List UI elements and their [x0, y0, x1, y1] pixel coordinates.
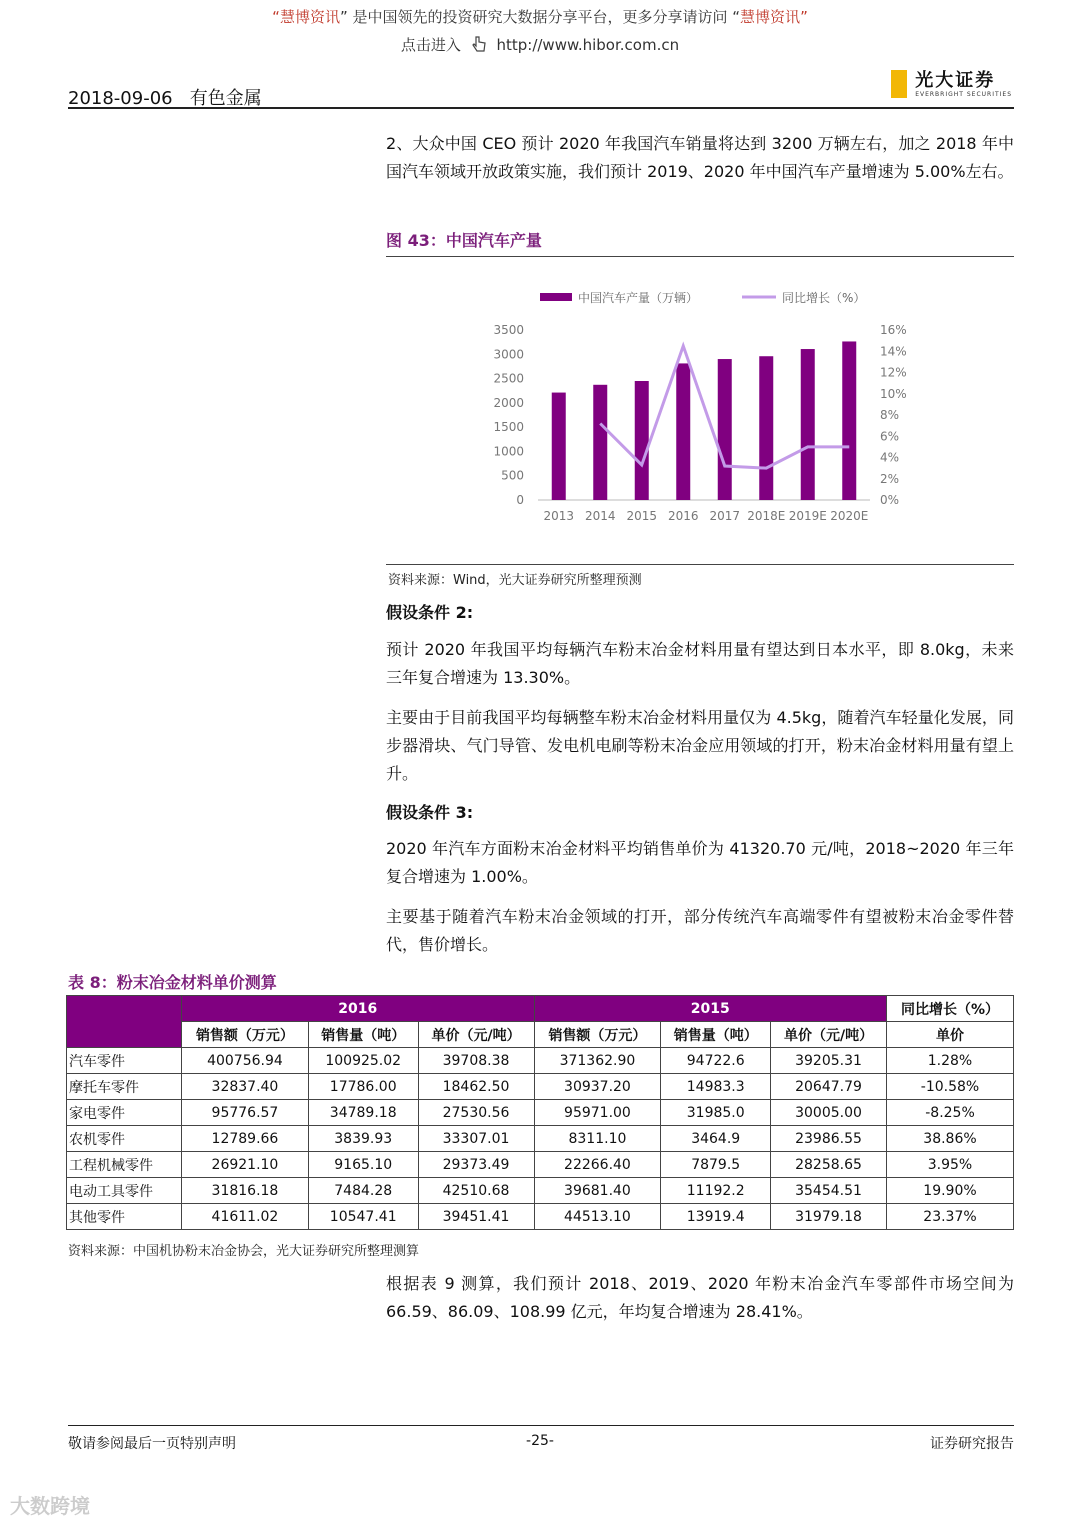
table-cell: 1.28% — [887, 1048, 1014, 1074]
table-cell: 14983.3 — [661, 1074, 771, 1100]
column-header: 单价（元/吨） — [771, 1022, 887, 1048]
table-body — [67, 1048, 1014, 1230]
company-logo — [891, 70, 1012, 98]
legend-bar-label: 中国汽车产量（万辆） — [578, 291, 699, 305]
y-right-tick-label: 4% — [880, 450, 900, 465]
table-row — [67, 1126, 1014, 1152]
table-row — [67, 1204, 1014, 1230]
conclusion-paragraph: 根据表 9 测算，我们预计 2018、2019、2020 年粉末冶金汽车零部件市场空间为 66.59、86.09、108.99 亿元，年均复合增速为 28.41%。 — [386, 1274, 1014, 1321]
column-header: 单价 — [887, 1022, 1014, 1048]
banner-text: ” 是中国领先的投资研究大数据分享平台，更多分享请访问 “ — [339, 8, 741, 26]
table-cell: -10.58% — [887, 1074, 1014, 1100]
intro-paragraph: 2、大众中国 CEO 预计 2020 年我国汽车销量将达到 3200 万辆左右，加之 2018 年中国汽车领域开放政策实施，我们预计 2019、2020 年中国汽车产量增速为 5.00%左右。 — [386, 134, 1014, 181]
assumption-3-para-2: 主要基于随着汽车粉末冶金领域的打开，部分传统汽车高端零件有望被粉末冶金零件替代，售价增长。 — [386, 907, 1014, 954]
logo-subtext: EVERBRIGHT SECURITIES — [915, 90, 1012, 98]
report-date: 2018-09-06 — [68, 88, 173, 109]
banner-link-row — [0, 34, 1080, 55]
y-left-tick-label: 1000 — [493, 444, 524, 459]
row-label: 家电零件 — [67, 1100, 182, 1126]
table-row — [67, 1048, 1014, 1074]
year-2016-header: 2016 — [182, 996, 535, 1022]
table-cell: 10547.41 — [308, 1204, 418, 1230]
table-cell: 18462.50 — [418, 1074, 534, 1100]
table-header-row-2 — [67, 1022, 1014, 1048]
pointer-hand-icon — [470, 35, 488, 53]
assumption-3-title: 假设条件 3: — [386, 803, 474, 822]
table-cell: 3464.9 — [661, 1126, 771, 1152]
growth-header: 同比增长（%） — [887, 996, 1014, 1022]
table-cell: 41611.02 — [182, 1204, 309, 1230]
footer-report-type: 证券研究报告 — [930, 1436, 1014, 1452]
table-cell: 400756.94 — [182, 1048, 309, 1074]
table-cell: 94722.6 — [661, 1048, 771, 1074]
x-tick-label: 2018E — [747, 509, 786, 523]
row-label: 汽车零件 — [67, 1048, 182, 1074]
banner-quote-open: “ — [272, 8, 280, 26]
table-cell: 7879.5 — [661, 1152, 771, 1178]
report-sector: 有色金属 — [189, 88, 262, 109]
conclusion-section — [386, 1270, 1014, 1326]
table-cell: 95776.57 — [182, 1100, 309, 1126]
assumption-3-para-1: 2020 年汽车方面粉末冶金材料平均销售单价为 41320.70 元/吨，2018~2020 年三年复合增速为 1.00%。 — [386, 839, 1014, 886]
table-cell: 13919.4 — [661, 1204, 771, 1230]
x-tick-label: 2015 — [626, 509, 658, 523]
table-corner-cell — [67, 996, 182, 1048]
logo-mark-icon — [891, 70, 907, 98]
bar — [676, 363, 690, 500]
table-cell: 39681.40 — [534, 1178, 661, 1204]
x-tick-label: 2020E — [830, 509, 869, 523]
hibor-link[interactable]: http://www.hibor.com.cn — [496, 36, 680, 54]
y-left-tick-label: 500 — [501, 468, 524, 483]
table-cell: 35454.51 — [771, 1178, 887, 1204]
footer-rule — [68, 1425, 1014, 1426]
table-cell: 29373.49 — [418, 1152, 534, 1178]
row-label: 农机零件 — [67, 1126, 182, 1152]
table-cell: 9165.10 — [308, 1152, 418, 1178]
figure-top-rule — [386, 256, 1014, 257]
y-left-tick-label: 3000 — [493, 347, 524, 362]
x-tick-label: 2016 — [667, 509, 699, 523]
figure-bottom-rule — [386, 564, 1014, 565]
legend-line-label: 同比增长（%） — [782, 291, 866, 305]
table-cell: 95971.00 — [534, 1100, 661, 1126]
table-cell: 11192.2 — [661, 1178, 771, 1204]
figure-source: 资料来源：Wind，光大证券研究所整理预测 — [388, 573, 642, 588]
x-tick-label: 2017 — [709, 509, 741, 523]
column-header: 销售额（万元） — [534, 1022, 661, 1048]
table-cell: 7484.28 — [308, 1178, 418, 1204]
table-cell: 20647.79 — [771, 1074, 887, 1100]
x-tick-label: 2019E — [788, 509, 827, 523]
row-label: 摩托车零件 — [67, 1074, 182, 1100]
table-cell: 34789.18 — [308, 1100, 418, 1126]
table-cell: 39708.38 — [418, 1048, 534, 1074]
assumption-2-para-1: 预计 2020 年我国平均每辆汽车粉末冶金材料用量有望达到日本水平，即 8.0kg，未来三年复合增速为 13.30%。 — [386, 640, 1014, 687]
row-label: 工程机械零件 — [67, 1152, 182, 1178]
x-tick-label: 2014 — [584, 509, 616, 523]
y-right-tick-label: 8% — [880, 408, 900, 422]
table-row — [67, 1178, 1014, 1204]
top-banner — [0, 6, 1080, 28]
y-left-tick-label: 2000 — [493, 395, 524, 410]
banner-quote-close: ” — [800, 8, 808, 26]
column-header: 销售量（吨） — [661, 1022, 771, 1048]
table-cell: 42510.68 — [418, 1178, 534, 1204]
table-cell: -8.25% — [887, 1100, 1014, 1126]
y-right-tick-label: 2% — [880, 471, 900, 486]
table-cell: 30937.20 — [534, 1074, 661, 1100]
figure-title: 图 43：中国汽车产量 — [386, 231, 542, 250]
y-right-tick-label: 10% — [880, 386, 907, 401]
bar — [801, 349, 815, 500]
bar — [842, 341, 856, 500]
enter-label: 点击进入 — [400, 36, 461, 54]
table-cell: 3839.93 — [308, 1126, 418, 1152]
table-cell: 8311.10 — [534, 1126, 661, 1152]
y-right-tick-label: 6% — [880, 429, 900, 444]
banner-brand-2: 慧博资讯 — [740, 8, 801, 26]
table-cell: 30005.00 — [771, 1100, 887, 1126]
footer-disclaimer: 敬请参阅最后一页特别声明 — [68, 1436, 236, 1452]
table-cell: 12789.66 — [182, 1126, 309, 1152]
table-header-row-1 — [67, 996, 1014, 1022]
x-tick-label: 2013 — [543, 509, 575, 523]
table-cell: 19.90% — [887, 1178, 1014, 1204]
table-cell: 23986.55 — [771, 1126, 887, 1152]
watermark: 大数跨境 — [10, 1494, 90, 1518]
bar — [718, 359, 732, 500]
row-label: 其他零件 — [67, 1204, 182, 1230]
table-cell: 23.37% — [887, 1204, 1014, 1230]
y-left-tick-label: 3500 — [493, 323, 524, 337]
y-right-tick-label: 12% — [880, 365, 907, 380]
table-row — [67, 1100, 1014, 1126]
table-cell: 39205.31 — [771, 1048, 887, 1074]
legend-bar-swatch — [540, 293, 572, 301]
table-cell: 31816.18 — [182, 1178, 309, 1204]
table-cell: 371362.90 — [534, 1048, 661, 1074]
column-header: 销售额（万元） — [182, 1022, 309, 1048]
bar — [635, 381, 649, 500]
table-title: 表 8：粉末冶金材料单价测算 — [68, 973, 277, 992]
assumption-2-title: 假设条件 2: — [386, 603, 474, 622]
header-rule — [68, 107, 1014, 109]
banner-brand: 慧博资讯 — [279, 8, 340, 26]
assumption-2-para-2: 主要由于目前我国平均每辆整车粉末冶金材料用量仅为 4.5kg，随着汽车轻量化发展，同步器滑块、气门导管、发电机电刷等粉末冶金应用领域的打开，粉末冶金材料用量有望上升。 — [386, 708, 1014, 783]
price-estimate-table — [66, 995, 1014, 1230]
logo-text: 光大证券 — [915, 69, 996, 91]
table-cell: 3.95% — [887, 1152, 1014, 1178]
table-cell: 26921.10 — [182, 1152, 309, 1178]
car-production-chart — [386, 262, 1014, 562]
column-header: 单价（元/吨） — [418, 1022, 534, 1048]
bar — [552, 393, 566, 500]
table-cell: 28258.65 — [771, 1152, 887, 1178]
y-left-tick-label: 1500 — [493, 420, 524, 435]
row-label: 电动工具零件 — [67, 1178, 182, 1204]
bar — [593, 385, 607, 500]
table-cell: 17786.00 — [308, 1074, 418, 1100]
table-cell: 27530.56 — [418, 1100, 534, 1126]
table-row — [67, 1152, 1014, 1178]
y-right-tick-label: 0% — [880, 493, 900, 507]
y-left-tick-label: 0 — [516, 493, 524, 507]
bar — [759, 356, 773, 500]
page-number: -25- — [526, 1433, 554, 1449]
table-cell: 33307.01 — [418, 1126, 534, 1152]
table-source: 资料来源：中国机协粉末冶金协会，光大证券研究所整理测算 — [68, 1244, 420, 1259]
y-left-tick-label: 2500 — [493, 371, 524, 386]
table-cell: 100925.02 — [308, 1048, 418, 1074]
intro-section — [386, 130, 1014, 186]
table-cell: 22266.40 — [534, 1152, 661, 1178]
assumption-3-body — [386, 835, 1014, 959]
y-right-tick-label: 14% — [880, 344, 907, 359]
table-cell: 44513.10 — [534, 1204, 661, 1230]
table-cell: 32837.40 — [182, 1074, 309, 1100]
assumption-2-body — [386, 636, 1014, 788]
column-header: 销售量（吨） — [308, 1022, 418, 1048]
table-cell: 39451.41 — [418, 1204, 534, 1230]
y-right-tick-label: 16% — [880, 323, 907, 337]
year-2015-header: 2015 — [534, 996, 887, 1022]
table-cell: 31985.0 — [661, 1100, 771, 1126]
table-row — [67, 1074, 1014, 1100]
table-cell: 31979.18 — [771, 1204, 887, 1230]
table-cell: 38.86% — [887, 1126, 1014, 1152]
